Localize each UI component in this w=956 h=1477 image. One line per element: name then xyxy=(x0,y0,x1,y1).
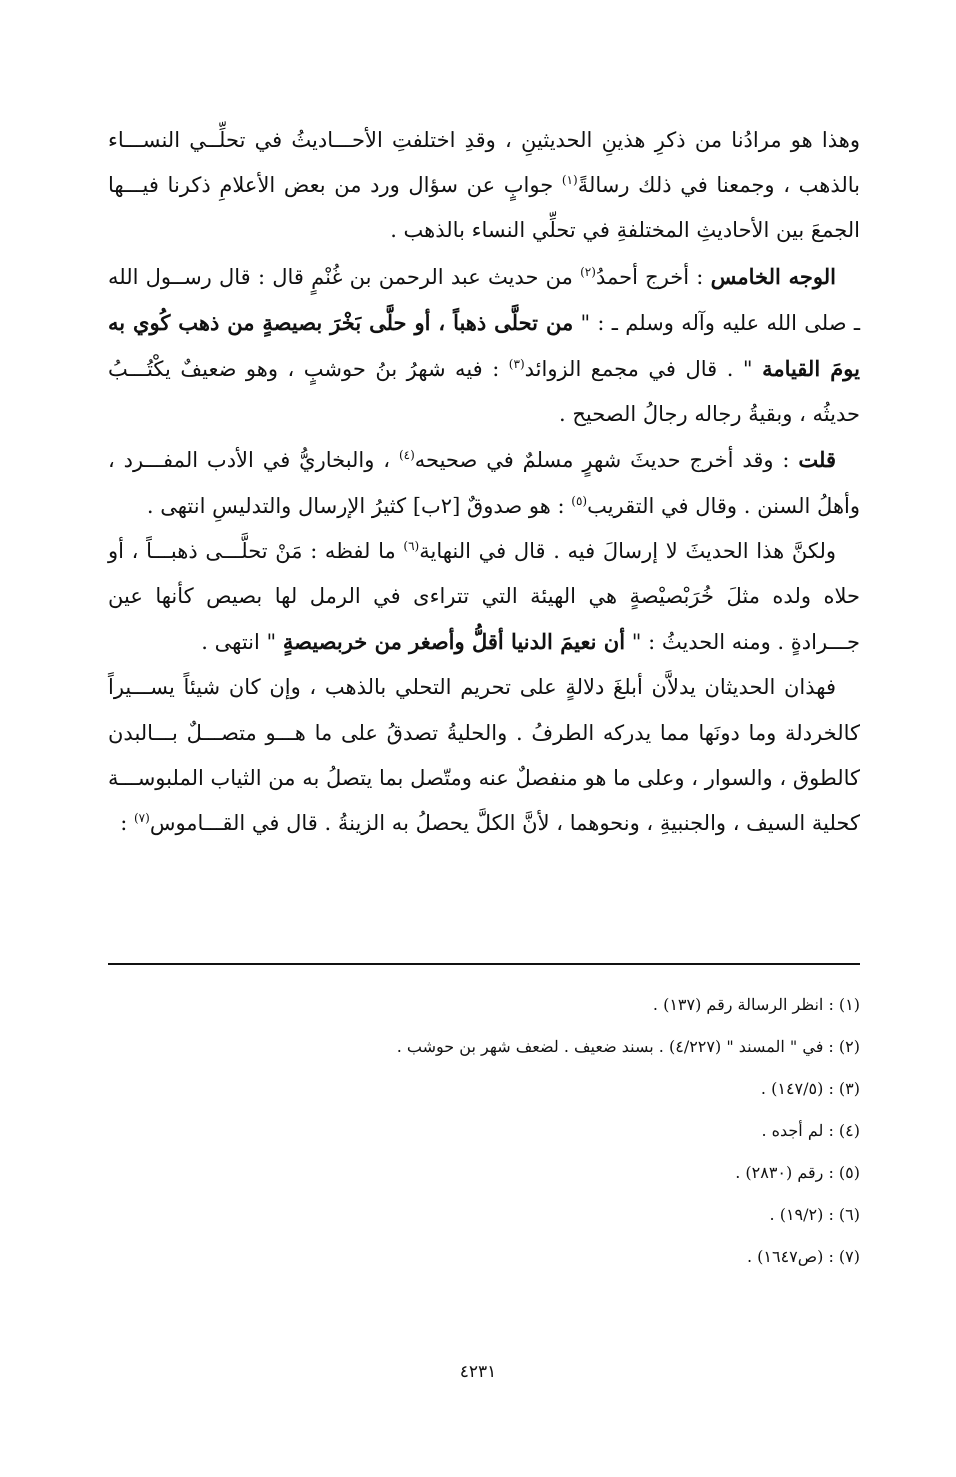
text-run: من حديث عبد الرحمن بن غُنْمٍ قال : قال رســول الله ـ صلى الله عليه وآله وسلم ـ : " xyxy=(108,264,860,335)
footnote-reference: (١) xyxy=(561,173,578,188)
footnote-reference: (٦) xyxy=(403,538,420,553)
text-run: : وقد أخرج حديثَ شهرٍ مسلمٌ في صحيحه xyxy=(414,448,799,473)
paragraph xyxy=(108,118,860,254)
paragraph xyxy=(108,254,860,438)
footnote: (٢) : في " المسند " (٤/٢٢٧) . بسند ضعيف . لضعف شهر بن حوشب . xyxy=(396,1037,860,1056)
footnote: (٦) : (١٩/٢) . xyxy=(769,1205,860,1224)
footnote-reference: (٧) xyxy=(133,811,150,826)
text-run: : فيه شهرُ بنُ حوشبٍ ، وهو ضعيفٌ يكْتُـــبُ حديثُه ، وبقيةُ رجاله رجالُ الصحيح . xyxy=(108,357,860,427)
text-run: : هو صدوقٌ [٢ب] كثيرُ الإرسال والتدليسِ انتهى . xyxy=(146,493,572,518)
footnote: (٧) : (ص١٦٤٧) . xyxy=(746,1247,860,1266)
text-run: فهذان الحديثان يدلاَّن أبلغَ دلالةٍ على تحريم التحلي بالذهب ، وإن كان شيئاً يســـيراً كالخردلة وما دونَها مما يدركه الطرفُ . والحليةُ تصدقُ على ما هـــو متصـــلٌ بـــالبدن كالطوق ، والسوار ، وعلى ما هو منفصلٌ عنه ومتّصل بما يتصلُ به من الثياب الملبوســـة كحلية السيف ، والجنبيةِ ، ونحوهما ، لأنَّ الكلَّ يحصلُ به الزينةُ . قال في القـــاموس xyxy=(108,675,860,836)
footnote: (٥) : رقم (٢٨٣٠) . xyxy=(735,1163,860,1182)
bold-text: من تحلَّى ذهباً ، أو حلَّى بَخْرَ بصيصةٍ من ذهب كُوي به يومَ القيامة xyxy=(108,309,861,382)
text-run: ما لفظه : مَنْ تحلَّـــى ذهبـــاً ، أو حلاه ولده مثلَ خُرَبْصيْصةٍ هي الهيئة التي تتراءى في الرمل لها بصيص كأنها عين جـــرادةٍ . ومنه الحديثُ : " xyxy=(108,538,860,655)
bold-text: أن نعيمَ الدنيا أقلُّ وأصغر من خربصيصةٍ xyxy=(282,629,626,655)
bold-text: الوجه الخامس xyxy=(710,263,836,289)
footnote: (٣) : (١٤٧/٥) . xyxy=(760,1079,860,1098)
text-run: ولكنَّ هذا الحديثَ لا إرسالَ فيه . قال في النهاية xyxy=(419,538,836,563)
page-number: ٤٢٣١ xyxy=(459,1362,497,1382)
footnote-reference: (٥) xyxy=(571,493,588,508)
text-run: : xyxy=(120,811,134,836)
footnote-reference: (٣) xyxy=(508,357,525,372)
footnote-reference: (٢) xyxy=(580,264,596,279)
paragraph xyxy=(108,437,860,528)
footnote-separator xyxy=(108,963,860,965)
footnotes xyxy=(108,984,860,1278)
paragraph xyxy=(108,665,860,846)
paragraph xyxy=(108,529,860,666)
text-run: ، والبخاريُّ في الأدب المفـــرد ، وأهلُ السنن . وقال في التقريب xyxy=(108,448,860,518)
text-run: " . قال في مجمع الزوائد xyxy=(524,357,763,382)
text-run: جوابٍ عن سؤال ورد من بعض الأعلامِ ذكرنا فيـــها الجمعَ بين الأحاديثِ المختلفةِ في تحلِّي النساء بالذهب . xyxy=(108,173,860,243)
text-run: : أخرج أحمدُ xyxy=(595,264,711,289)
text-run: وهذا هو مرادُنا من ذكرِ هذينِ الحديثينِ ، وقدِ اختلفتِ الأحـــاديثُ في تحلِّــي النســـاء بالذهب ، وجمعنا في ذلك رسالةً xyxy=(108,128,860,198)
text-run: " انتهى . xyxy=(201,630,283,655)
footnote: (٤) : لم أجده . xyxy=(761,1121,860,1140)
footnote: (١) : انظر الرسالة رقم (١٣٧) . xyxy=(652,995,860,1014)
footnote-reference: (٤) xyxy=(398,448,415,463)
main-text xyxy=(108,118,860,846)
bold-text: قلت xyxy=(798,447,837,473)
